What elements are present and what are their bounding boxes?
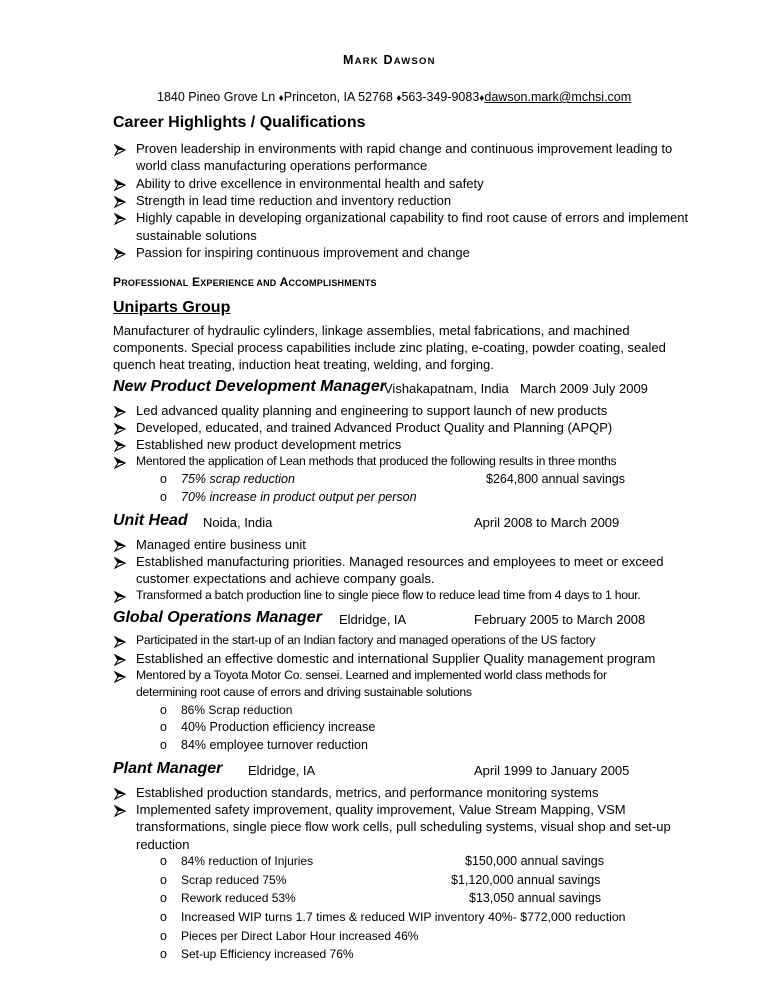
result-item: Increased WIP turns 1.7 times & reduced WIP inventory 40%- $772,000 reduction xyxy=(181,910,626,924)
arrow-bullet-icon xyxy=(114,440,126,452)
phone: 563-349-9083 xyxy=(401,90,480,104)
job-bullet: Transformed a batch production line to single piece flow to reduce lead time from 4 days to 1 hour. xyxy=(136,588,641,602)
result-item: Scrap reduced 75% xyxy=(181,873,287,887)
result-item: 84% reduction of Injuries xyxy=(181,854,314,868)
arrow-bullet-icon xyxy=(114,179,126,191)
sub-bullet-icon: o xyxy=(160,738,167,752)
arrow-bullet-icon xyxy=(114,805,126,817)
job-title-npd: New Product Development Manager xyxy=(113,378,386,395)
job-bullet: Implemented safety improvement, quality improvement, Value Stream Mapping, VSM xyxy=(136,802,626,817)
sub-bullet-icon: o xyxy=(160,891,167,905)
arrow-bullet-icon xyxy=(114,457,126,469)
job-bullet: Established production standards, metrics, and performance monitoring systems xyxy=(136,785,599,800)
sub-bullet-icon: o xyxy=(160,720,167,734)
result-item: 40% Production efficiency increase xyxy=(181,720,376,734)
job-title-global: Global Operations Manager xyxy=(113,609,322,626)
arrow-bullet-icon xyxy=(114,788,126,800)
city: Princeton, IA 52768 xyxy=(283,90,393,104)
company-desc-line: components. Special process capabilities include zinc plating, e-coating, powder coating, sealed xyxy=(113,340,666,355)
email-link[interactable]: dawson.mark@mchsi.com xyxy=(484,90,632,104)
job-dates: April 2008 to March 2009 xyxy=(474,515,620,530)
result-value: $13,050 annual savings xyxy=(469,891,602,905)
arrow-bullet-icon xyxy=(114,636,126,648)
result-item: Pieces per Direct Labor Hour increased 46% xyxy=(181,929,419,943)
arrow-bullet-icon xyxy=(114,654,126,666)
arrow-bullet-icon xyxy=(114,144,126,156)
career-bullet-cont: sustainable solutions xyxy=(136,228,257,243)
result-item: 70% increase in product output per person xyxy=(181,490,417,504)
arrow-bullet-icon xyxy=(114,196,126,208)
arrow-bullet-icon xyxy=(114,213,126,225)
sub-bullet-icon: o xyxy=(160,472,167,486)
result-item: 84% employee turnover reduction xyxy=(181,738,368,752)
job-bullet: Mentored by a Toyota Motor Co. sensei. Learned and implemented world class methods for xyxy=(136,668,607,682)
career-bullet: Strength in lead time reduction and inventory reduction xyxy=(136,193,452,208)
separator-icon: ♦ xyxy=(278,93,284,104)
result-item: 86% Scrap reduction xyxy=(181,703,293,717)
job-bullet: Established new product development metrics xyxy=(136,437,402,452)
job-bullet-cont: customer expectations and achieve company goals. xyxy=(136,571,435,586)
job-dates: March 2009 July 2009 xyxy=(520,381,648,396)
career-bullet: Passion for inspiring continuous improvement and change xyxy=(136,245,470,260)
job-location: Eldridge, IA xyxy=(248,763,316,778)
sub-bullet-icon: o xyxy=(160,947,167,961)
sub-bullet-icon: o xyxy=(160,703,167,717)
job-bullet-cont: transformations, single piece flow work cells, pull scheduling systems, visual shop and set-up xyxy=(136,819,671,834)
experience-heading: PROFESSIONAL EXPERIENCE AND ACCOMPLISHMENTS xyxy=(113,275,377,289)
company-desc-line: Manufacturer of hydraulic cylinders, linkage assemblies, metal fabrications, and machined xyxy=(113,323,630,338)
arrow-bullet-icon xyxy=(114,423,126,435)
arrow-bullet-icon xyxy=(114,591,126,603)
contact-line xyxy=(157,90,631,104)
company-name: Uniparts Group xyxy=(113,299,231,316)
result-item: 75% scrap reduction xyxy=(181,472,295,486)
career-bullet: Ability to drive excellence in environmental health and safety xyxy=(136,176,484,191)
company-desc-line: quench heat treating, induction heat treating, welding, and forging. xyxy=(113,357,494,372)
sub-bullet-icon: o xyxy=(160,854,167,868)
sub-bullet-icon: o xyxy=(160,910,167,924)
result-value: $264,800 annual savings xyxy=(486,472,626,486)
arrow-bullet-icon xyxy=(114,557,126,569)
separator-icon: ♦ xyxy=(396,93,402,104)
job-bullet-cont: reduction xyxy=(136,837,190,852)
job-location: Eldridge, IA xyxy=(339,612,407,627)
job-bullet: Managed entire business unit xyxy=(136,537,306,552)
arrow-bullet-icon xyxy=(114,540,126,552)
job-bullet: Participated in the start-up of an Indian factory and managed operations of the US factory xyxy=(136,633,596,647)
job-dates: April 1999 to January 2005 xyxy=(474,763,630,778)
result-item: Rework reduced 53% xyxy=(181,891,296,905)
job-dates: February 2005 to March 2008 xyxy=(474,612,646,627)
result-value: $150,000 annual savings xyxy=(465,854,605,868)
job-bullet: Mentored the application of Lean methods that produced the following results in three months xyxy=(136,454,617,468)
job-bullet: Led advanced quality planning and engineering to support launch of new products xyxy=(136,403,608,418)
address: 1840 Pineo Grove Ln xyxy=(157,90,276,104)
sub-bullet-icon: o xyxy=(160,490,167,504)
job-location: Vishakapatnam, India xyxy=(384,381,509,396)
candidate-name: MARK DAWSON xyxy=(343,53,436,67)
career-heading: Career Highlights / Qualifications xyxy=(113,114,366,131)
career-bullet: Highly capable in developing organizational capability to find root cause of errors and implement xyxy=(136,210,689,225)
result-item: Set-up Efficiency increased 76% xyxy=(181,947,354,961)
separator-icon: ♦ xyxy=(479,93,485,104)
job-bullet: Established manufacturing priorities. Managed resources and employees to meet or exceed xyxy=(136,554,664,569)
career-bullet-cont: world class manufacturing operations performance xyxy=(136,158,428,173)
job-title-plant: Plant Manager xyxy=(113,760,223,777)
arrow-bullet-icon xyxy=(114,406,126,418)
arrow-bullet-icon xyxy=(114,248,126,260)
job-bullet-cont: determining root cause of errors and driving sustainable solutions xyxy=(136,685,472,699)
job-bullet: Established an effective domestic and international Supplier Quality management program xyxy=(136,651,656,666)
arrow-bullet-icon xyxy=(114,671,126,683)
career-bullet: Proven leadership in environments with rapid change and continuous improvement leading to xyxy=(136,141,673,156)
job-title-unit: Unit Head xyxy=(113,512,188,529)
job-location: Noida, India xyxy=(203,515,273,530)
job-bullet: Developed, educated, and trained Advanced Product Quality and Planning (APQP) xyxy=(136,420,613,435)
sub-bullet-icon: o xyxy=(160,929,167,943)
result-value: $1,120,000 annual savings xyxy=(451,873,601,887)
sub-bullet-icon: o xyxy=(160,873,167,887)
